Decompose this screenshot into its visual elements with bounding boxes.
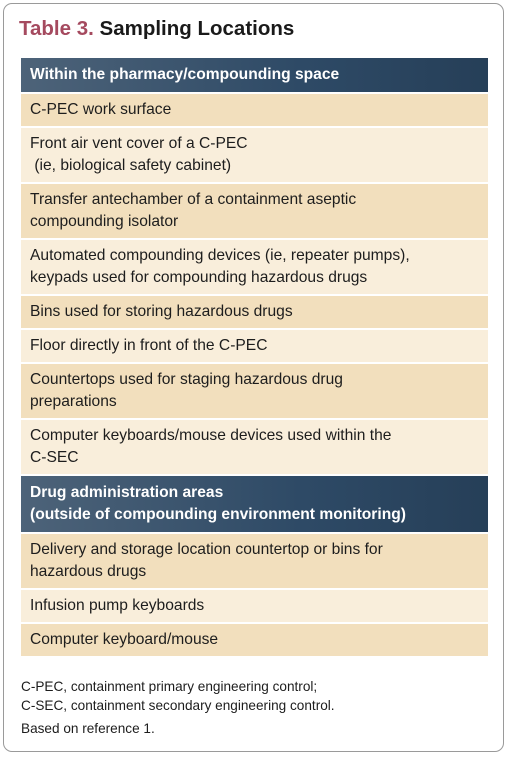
sampling-location-cell [21,330,488,362]
table-number: Table 3. [19,17,94,40]
cell-line: (ie, biological safety cabinet) [30,157,232,174]
sampling-location-cell [21,534,488,588]
cell-line: Infusion pump keyboards [30,597,205,614]
table-title [19,17,294,41]
sampling-location-cell [21,624,488,656]
table-row [21,534,488,588]
section-heading [21,58,488,92]
cell-line: Floor directly in front of the C-PEC [30,337,268,354]
table-body [21,58,488,656]
cell-line: C-PEC work surface [30,101,172,118]
abbreviation-line: C-SEC, containment secondary engineering control. [21,698,335,713]
table-caption: Sampling Locations [99,17,295,40]
table-row [21,624,488,656]
abbreviation-line: C-PEC, containment primary engineering control; [21,679,318,694]
cell-line: (outside of compounding environment monitoring) [30,506,406,523]
cell-line: compounding isolator [30,213,179,230]
cell-line: Countertops used for staging hazardous drug [30,371,343,388]
cell-line: Bins used for storing hazardous drugs [30,303,293,320]
section-header-row [21,476,488,532]
section-heading [21,476,488,532]
cell-line: Within the pharmacy/compounding space [30,66,340,83]
sampling-location-cell [21,590,488,622]
sampling-location-cell [21,296,488,328]
table-footnotes [21,677,335,738]
cell-line: keypads used for compounding hazardous drugs [30,269,368,286]
table-row [21,420,488,474]
cell-line: Delivery and storage location countertop or bins for [30,541,383,558]
cell-line: Computer keyboards/mouse devices used within the [30,427,392,444]
cell-line: C-SEC [30,449,79,466]
table-row [21,240,488,294]
sampling-location-cell [21,420,488,474]
sampling-location-cell [21,240,488,294]
abbreviation-notes [21,677,335,715]
cell-line: hazardous drugs [30,563,147,580]
table-row [21,184,488,238]
table-row [21,128,488,182]
sampling-location-cell [21,364,488,418]
sampling-location-cell [21,184,488,238]
table-row [21,364,488,418]
table-row [21,94,488,126]
cell-line: preparations [30,393,117,410]
sampling-location-cell [21,128,488,182]
table-row [21,296,488,328]
cell-line: Front air vent cover of a C-PEC [30,135,248,152]
sampling-locations-table [21,56,488,658]
cell-line: Transfer antechamber of a containment aseptic [30,191,357,208]
cell-line: Drug administration areas [30,484,224,501]
section-header-row [21,58,488,92]
table-row [21,590,488,622]
cell-line: Computer keyboard/mouse [30,631,219,648]
reference-note: Based on reference 1. [21,721,155,736]
sampling-location-cell [21,94,488,126]
cell-line: Automated compounding devices (ie, repeater pumps), [30,247,410,264]
table-row [21,330,488,362]
